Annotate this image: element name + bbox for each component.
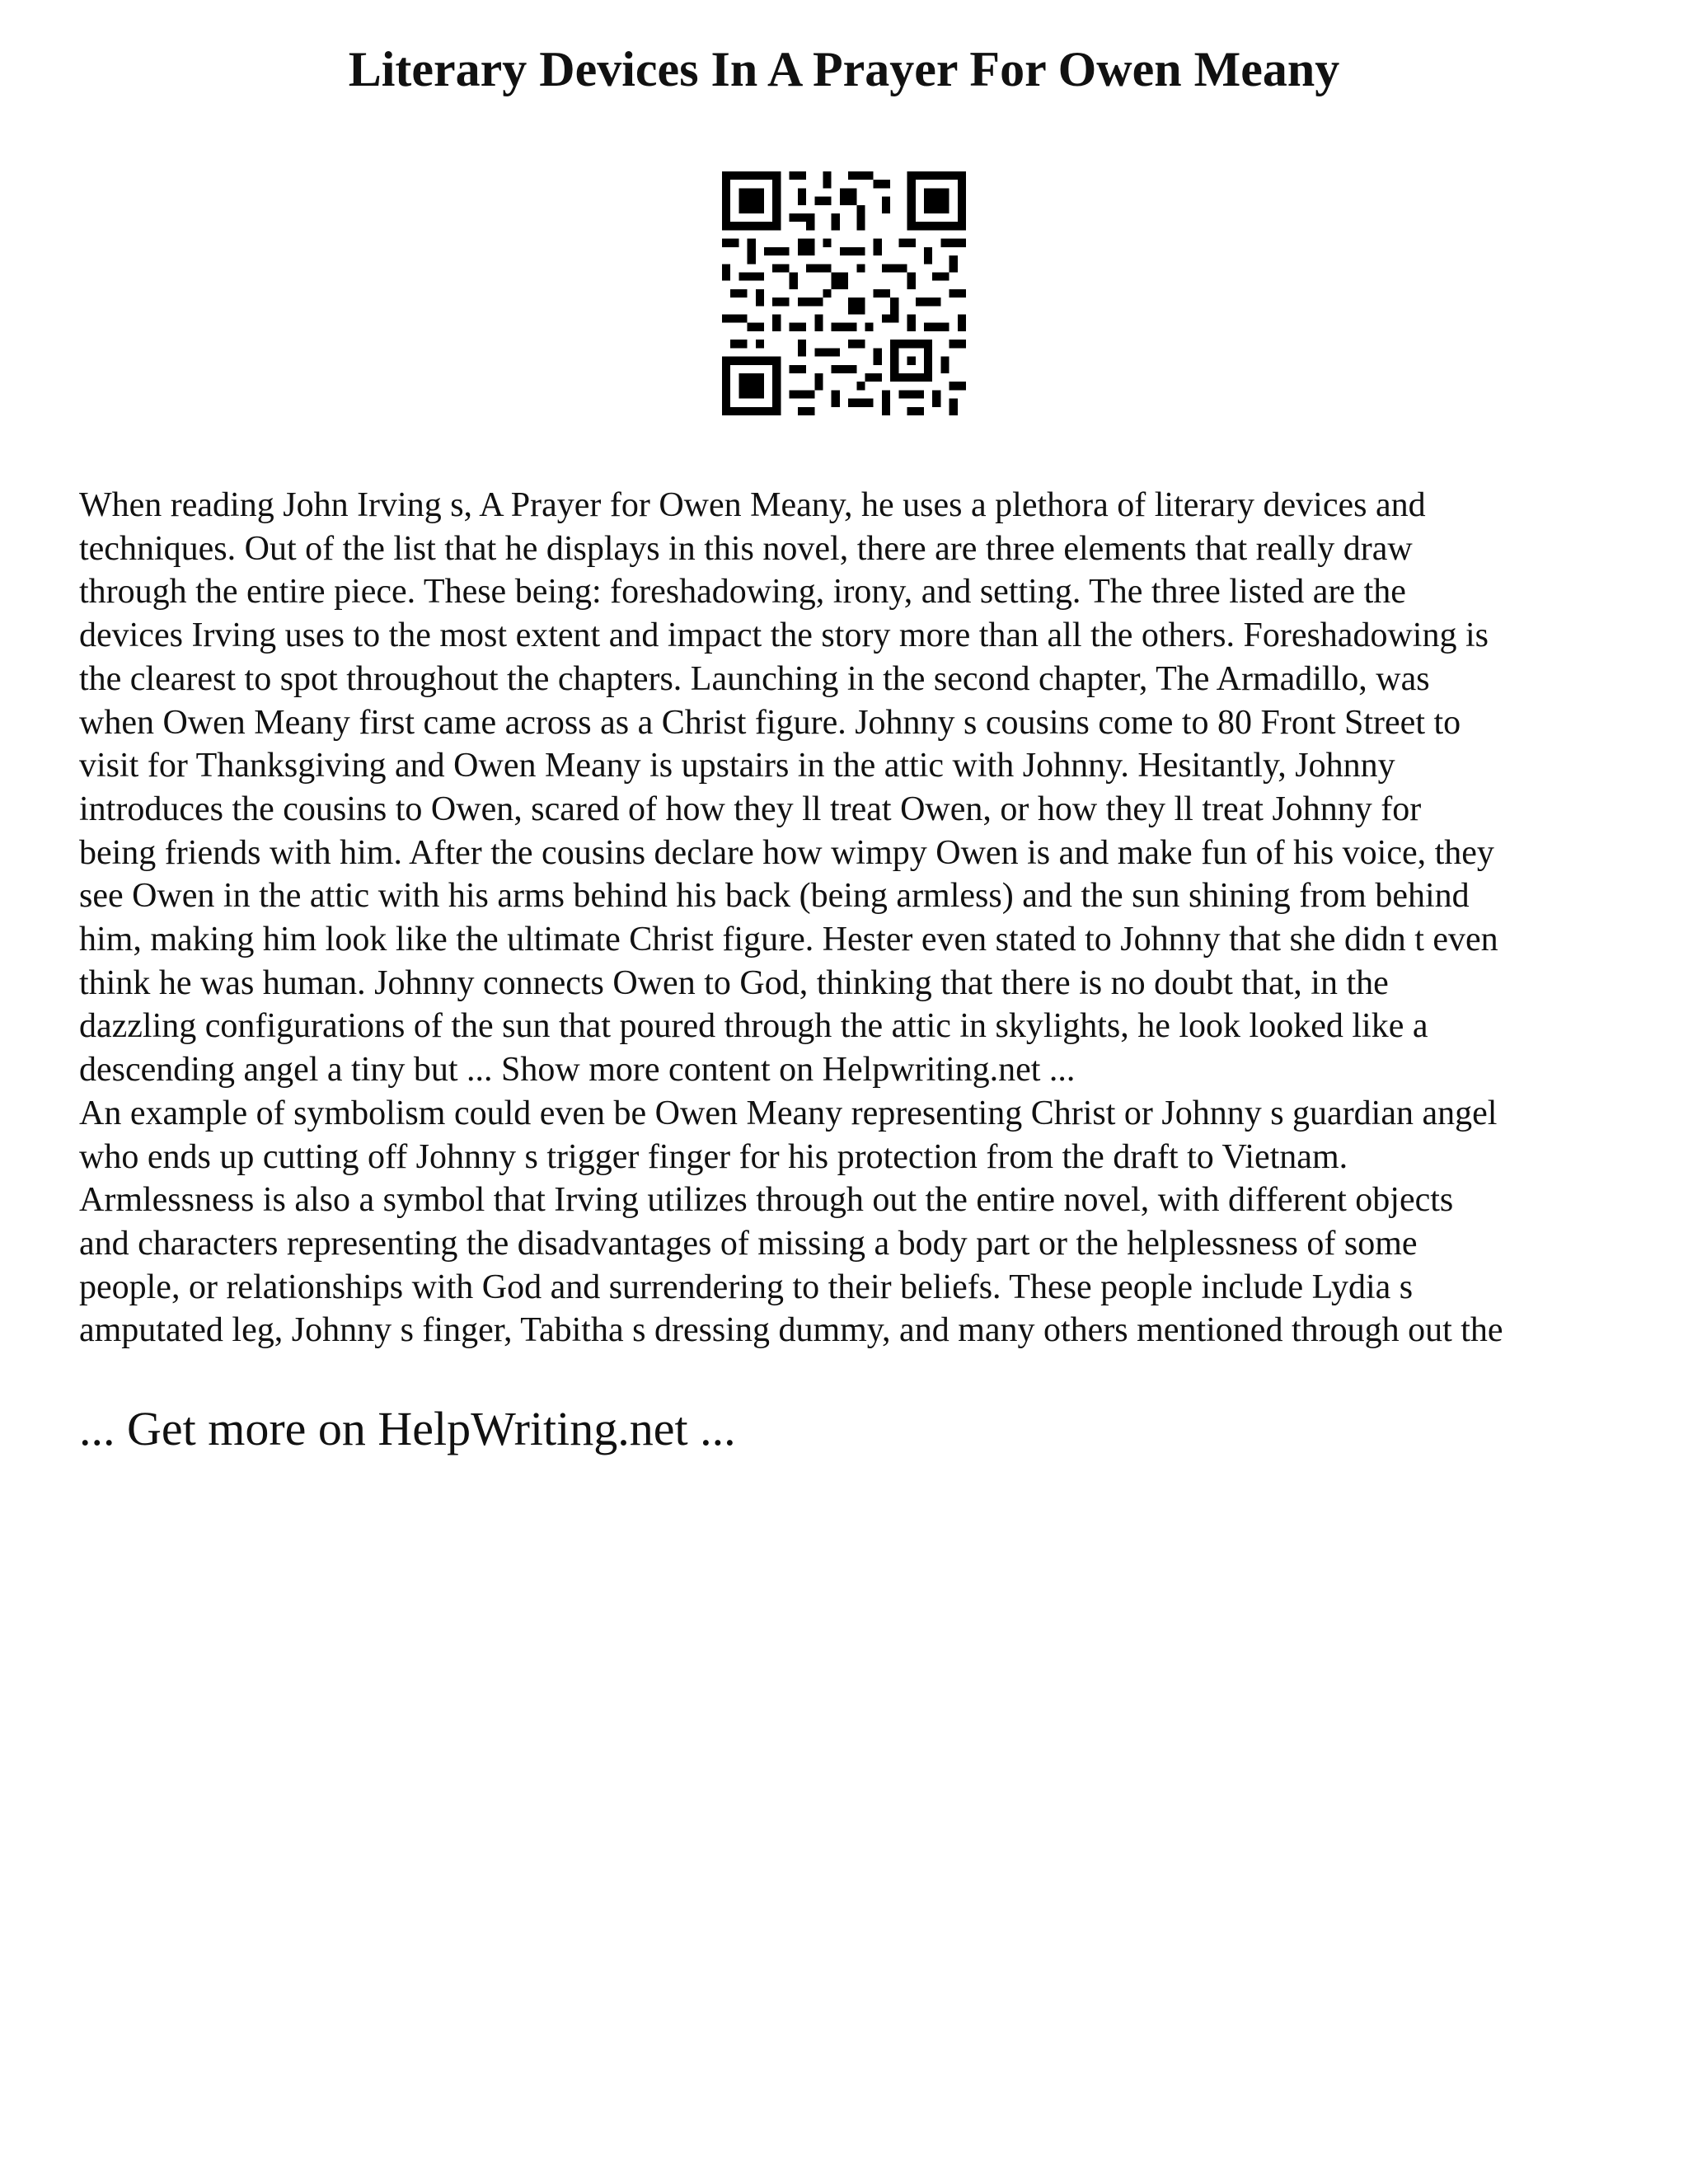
text-line: dazzling configurations of the sun that poured through the attic in skylights, he look looked like a <box>79 1007 1428 1046</box>
text-line: the clearest to spot throughout the chapters. Launching in the second chapter, The Armadillo, was <box>79 659 1430 698</box>
get-more-link[interactable]: ... Get more on HelpWriting.net ... <box>79 1402 736 1455</box>
text-line: him, making him look like the ultimate Christ figure. Hester even stated to Johnny that she didn t even <box>79 921 1498 959</box>
text-line: being friends with him. After the cousins declare how wimpy Owen is and make fun of his voice, they <box>79 833 1494 872</box>
text-line: Armlessness is also a symbol that Irving utilizes through out the entire novel, with different objects <box>79 1181 1454 1220</box>
text-line: introduces the cousins to Owen, scared of how they ll treat Owen, or how they ll treat Johnny for <box>79 790 1422 828</box>
text-line: people, or relationships with God and surrendering to their beliefs. These people include Lydia s <box>79 1268 1414 1306</box>
text-line: techniques. Out of the list that he displays in this novel, there are three elements that really draw <box>79 529 1413 568</box>
essay-body <box>79 484 1620 1352</box>
text-line: and characters representing the disadvantages of missing a body part or the helplessness of some <box>79 1224 1418 1263</box>
text-line: through the entire piece. These being: foreshadowing, irony, and setting. The three listed are the <box>79 573 1406 612</box>
text-line: think he was human. Johnny connects Owen to God, thinking that there is no doubt that, in the <box>79 963 1389 1002</box>
text-line: see Owen in the attic with his arms behind his back (being armless) and the sun shining from behind <box>79 877 1470 916</box>
text-line: When reading John Irving s, A Prayer for Owen Meany, he uses a plethora of literary devices and <box>79 486 1426 524</box>
qr-code-icon <box>722 171 966 415</box>
text-line: visit for Thanksgiving and Owen Meany is upstairs in the attic with Johnny. Hesitantly, Johnny <box>79 747 1395 785</box>
paragraph-foreshadowing <box>79 484 1620 1092</box>
text-line: amputated leg, Johnny s finger, Tabitha s dressing dummy, and many others mentioned through out the <box>79 1311 1503 1350</box>
page-title: Literary Devices In A Prayer For Owen Meany <box>348 42 1340 96</box>
text-line: descending angel a tiny but ... Show more content on Helpwriting.net ... <box>79 1051 1076 1090</box>
text-line: who ends up cutting off Johnny s trigger finger for his protection from the draft to Vietnam. <box>79 1137 1348 1176</box>
text-line: An example of symbolism could even be Owen Meany representing Christ or Johnny s guardian angel <box>79 1094 1498 1132</box>
text-line: when Owen Meany first came across as a Christ figure. Johnny s cousins come to 80 Front Street to <box>79 703 1461 742</box>
text-line: devices Irving uses to the most extent and impact the story more than all the others. Foreshadowing is <box>79 616 1489 655</box>
paragraph-symbolism <box>79 1092 1620 1352</box>
